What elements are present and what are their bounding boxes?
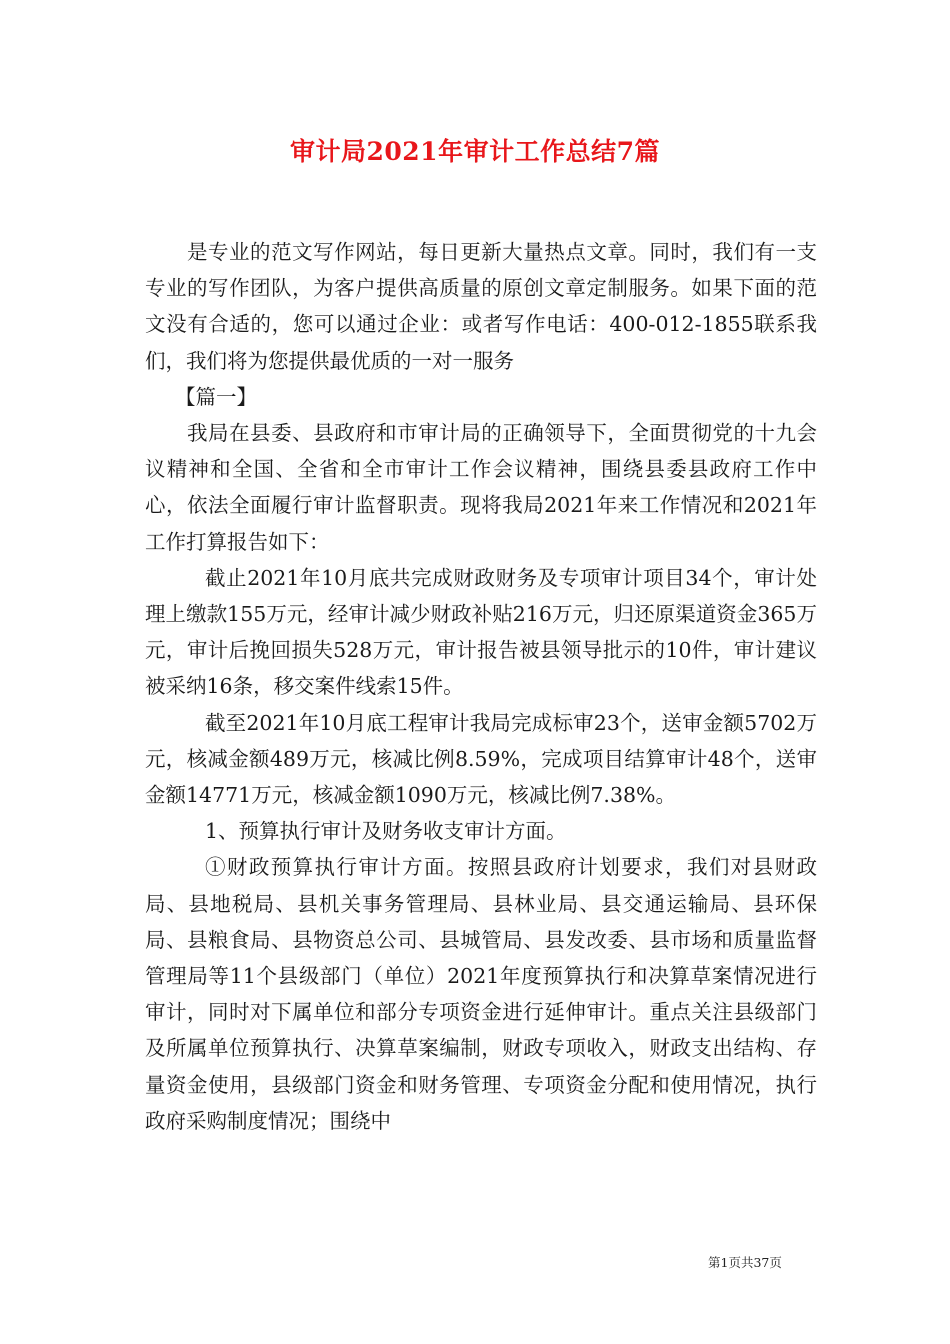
document-body <box>145 234 817 1139</box>
body-paragraph: 截至2021年10月底工程审计我局完成标审23个，送审金额5702万元，核减金额489万元，核减比例8.59%，完成项目结算审计48个，送审金额14771万元，核减金额1090万元，核减比例7.38%。 <box>145 710 817 808</box>
body-paragraph: 我局在县委、县政府和市审计局的正确领导下，全面贯彻党的十九会议精神和全国、全省和全市审计工作会议精神，围绕县委县政府工作中心，依法全面履行审计监督职责。现将我局2021年来工作情况和2021年工作打算报告如下： <box>145 421 817 554</box>
intro-paragraph: 是专业的范文写作网站，每日更新大量热点文章。同时，我们有一支专业的写作团队，为客户提供高质量的原创文章定制服务。如果下面的范文没有合适的，您可以通过企业：或者写作电话：400-012-1855联系我们，我们将为您提供最优质的一对一服务 <box>145 240 817 373</box>
document-title: 审计局2021年审计工作总结7篇 <box>290 137 660 166</box>
page-number: 第1页共37页 <box>708 1255 782 1270</box>
body-paragraph: 截止2021年10月底共完成财政财务及专项审计项目34个，审计处理上缴款155万元，经审计减少财政补贴216万元，归还原渠道资金365万元，审计后挽回损失528万元，审计报告被县领导批示的10件，审计建议被采纳16条，移交案件线索15件。 <box>145 565 817 699</box>
body-paragraph: ①财政预算执行审计方面。按照县政府计划要求，我们对县财政局、县地税局、县机关事务管理局、县林业局、县交通运输局、县环保局、县粮食局、县物资总公司、县城管局、县发改委、县市场和质量监督管理局等11个县级部门（单位）2021年度预算执行和决算草案情况进行审计，同时对下属单位和部分专项资金进行延伸审计。重点关注县级部门及所属单位预算执行、决算草案编制，财政专项收入，财政支出结构、存量资金使用，县级部门资金和财务管理、专项资金分配和使用情况，执行政府采购制度情况；围绕中 <box>145 855 817 1133</box>
section-heading: 【篇一】 <box>175 384 257 409</box>
subsection-heading: 1、预算执行审计及财务收支审计方面。 <box>205 819 567 844</box>
